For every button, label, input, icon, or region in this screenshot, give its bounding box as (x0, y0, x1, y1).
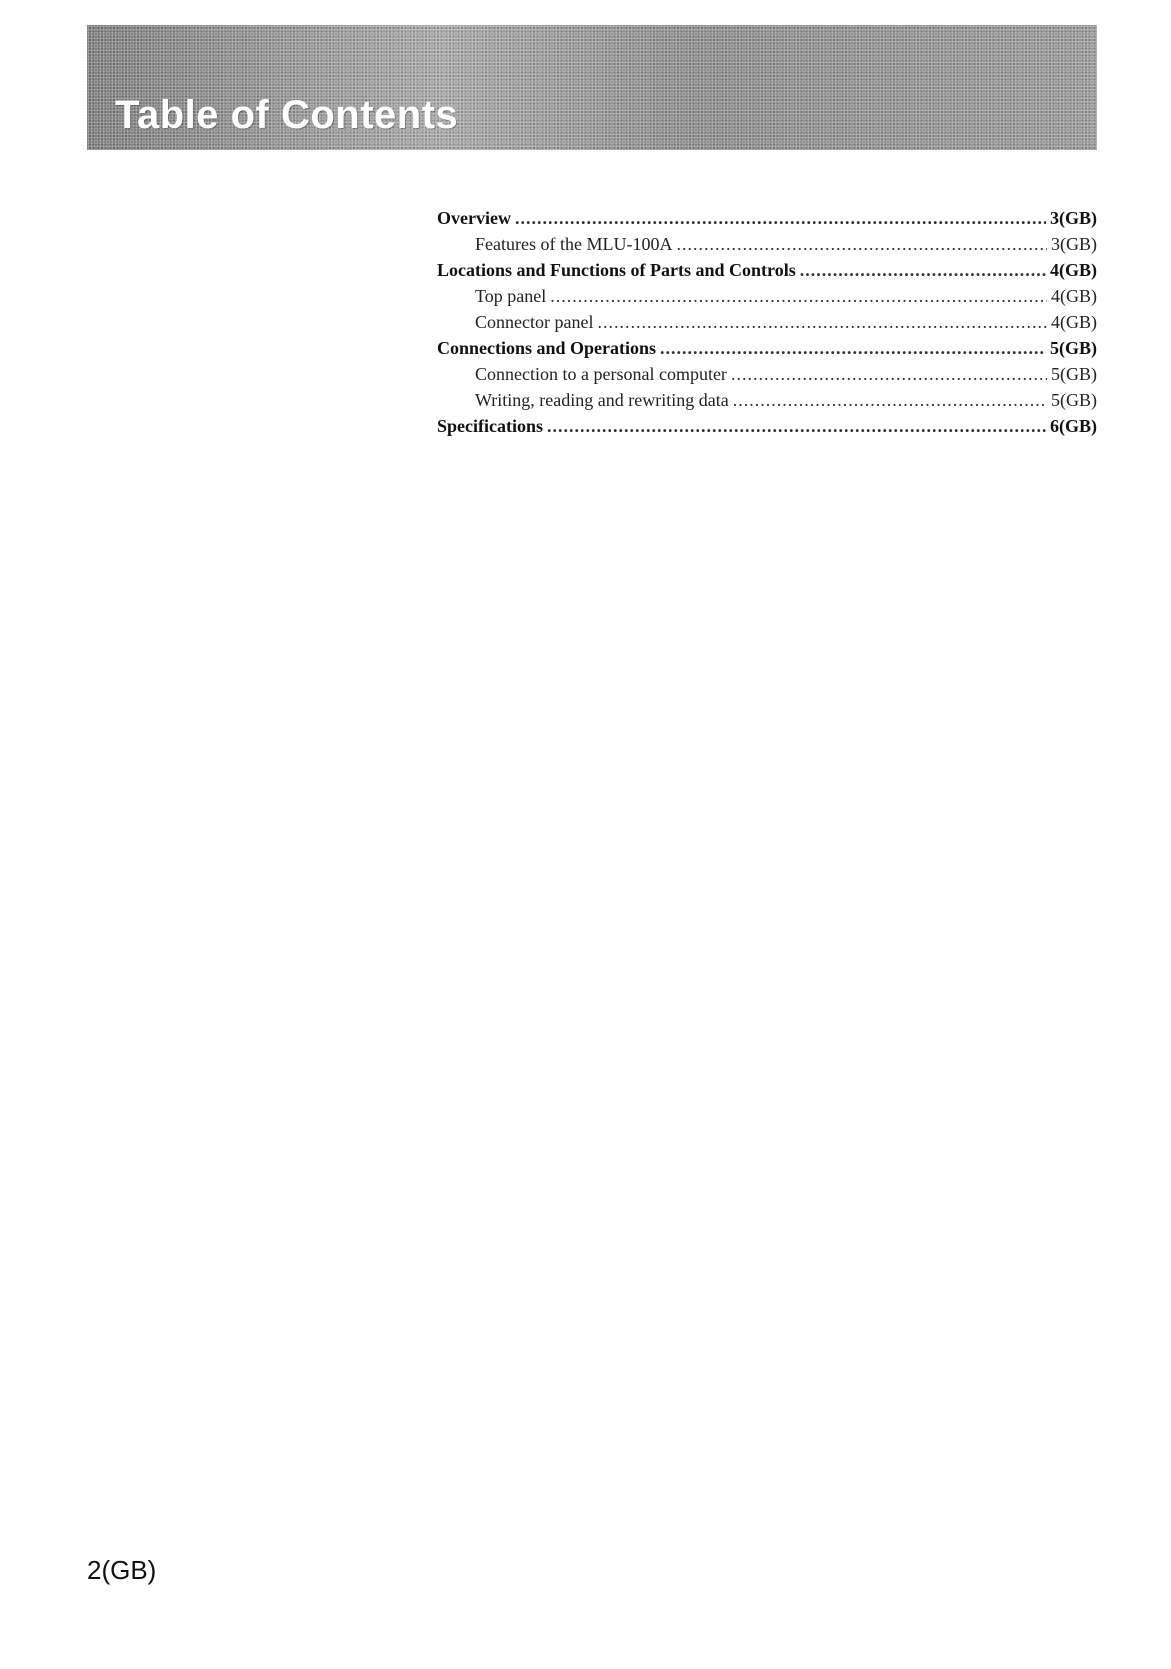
toc-entry-label: Writing, reading and rewriting data (475, 390, 729, 410)
toc-entry-page: 3(GB) (1050, 208, 1097, 228)
page-number: 2(GB) (87, 1555, 157, 1585)
dot-leader (733, 387, 1047, 413)
toc-entry-connection-pc[interactable] (437, 361, 1097, 387)
dot-leader (731, 361, 1047, 387)
title-banner (87, 25, 1097, 150)
dot-leader (660, 335, 1046, 361)
toc-entry-page: 4(GB) (1051, 312, 1097, 332)
toc-entry-connections-operations[interactable] (437, 335, 1097, 361)
toc-entry-label: Features of the MLU-100A (475, 234, 673, 254)
toc-entry-label: Connection to a personal computer (475, 364, 727, 384)
dot-leader (550, 283, 1047, 309)
toc-entry-page: 4(GB) (1050, 260, 1097, 280)
toc-entry-top-panel[interactable] (437, 283, 1097, 309)
toc-entry-page: 6(GB) (1050, 416, 1097, 436)
toc-entry-locations-functions[interactable] (437, 257, 1097, 283)
toc-entry-overview[interactable] (437, 205, 1097, 231)
toc-entry-label: Overview (437, 208, 511, 228)
dot-leader (800, 257, 1046, 283)
toc-entry-label: Locations and Functions of Parts and Controls (437, 260, 796, 280)
dot-leader (676, 231, 1047, 257)
toc-entry-page: 3(GB) (1051, 234, 1097, 254)
toc-entry-label: Top panel (475, 286, 547, 306)
dot-leader (547, 413, 1046, 439)
toc-entry-specifications[interactable] (437, 413, 1097, 439)
table-of-contents (437, 205, 1097, 439)
toc-entry-features[interactable] (437, 231, 1097, 257)
dot-leader (597, 309, 1047, 335)
toc-entry-label: Specifications (437, 416, 543, 436)
dot-leader (515, 205, 1046, 231)
toc-entry-connector-panel[interactable] (437, 309, 1097, 335)
toc-entry-page: 5(GB) (1050, 338, 1097, 358)
toc-entry-label: Connections and Operations (437, 338, 657, 358)
toc-entry-page: 4(GB) (1051, 286, 1097, 306)
toc-entry-label: Connector panel (475, 312, 594, 332)
toc-entry-writing-reading[interactable] (437, 387, 1097, 413)
toc-entry-page: 5(GB) (1051, 390, 1097, 410)
toc-entry-page: 5(GB) (1051, 364, 1097, 384)
page-title: Table of Contents (115, 93, 459, 137)
